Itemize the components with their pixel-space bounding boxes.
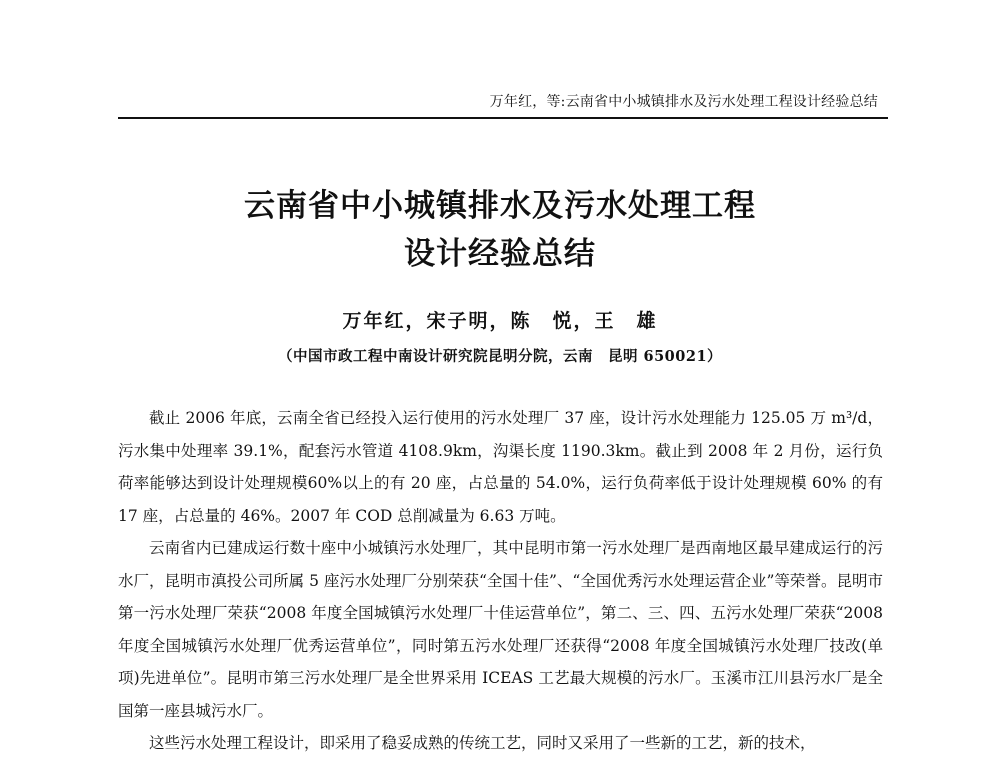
author-affiliation: （中国市政工程中南设计研究院昆明分院，云南 昆明 650021） bbox=[277, 348, 723, 365]
article-title-line-2: 设计经验总结 bbox=[404, 236, 596, 272]
article-body bbox=[118, 402, 883, 760]
article-title-line-1: 云南省中小城镇排水及污水处理工程 bbox=[244, 188, 756, 224]
header-rule bbox=[118, 117, 888, 119]
body-paragraph-2: 云南省内已建成运行数十座中小城镇污水处理厂，其中昆明市第一污水处理厂是西南地区最早建成运行的污水厂，昆明市滇投公司所属 5 座污水处理厂分别荣获“全国十佳”、“全国优秀污水处理运营企业”等荣誉。昆明市第一污水处理厂荣获“2008 年度全国城镇污水处理厂十佳运营单位”，第二、三、四、五污水处理厂荣获“2008 年度全国城镇污水处理厂优秀运营单位”，同时第五污水处理厂还获得“2008 年度全国城镇污水处理厂技改(单项)先进单位”。昆明市第三污水处理厂是全世界采用 ICEAS 工艺最大规模的污水厂。玉溪市江川县污水厂是全国第一座县城污水厂。 bbox=[118, 539, 883, 720]
article-title bbox=[0, 182, 1000, 278]
body-paragraph-3: 这些污水处理工程设计，即采用了稳妥成熟的传统工艺，同时又采用了一些新的工艺，新的技术， bbox=[149, 734, 816, 752]
author-list: 万年红，宋子明，陈 悦，王 雄 bbox=[342, 310, 658, 332]
body-paragraph-1: 截止 2006 年底，云南全省已经投入运行使用的污水处理厂 37 座，设计污水处理能力 125.05 万 m³/d，污水集中处理率 39.1%，配套污水管道 4108.9km，沟渠长度 1190.3km。截止到 2008 年 2 月份，运行负荷率能够达到设计处理规模60%以上的有 20 座，占总量的 54.0%，运行负荷率低于设计处理规模 60% 的有 17 座，占总量的 46%。2007 年 COD 总削减量为 6.63 万吨。 bbox=[118, 409, 883, 525]
running-head: 万年红，等:云南省中小城镇排水及污水处理工程设计经验总结 bbox=[489, 94, 878, 110]
